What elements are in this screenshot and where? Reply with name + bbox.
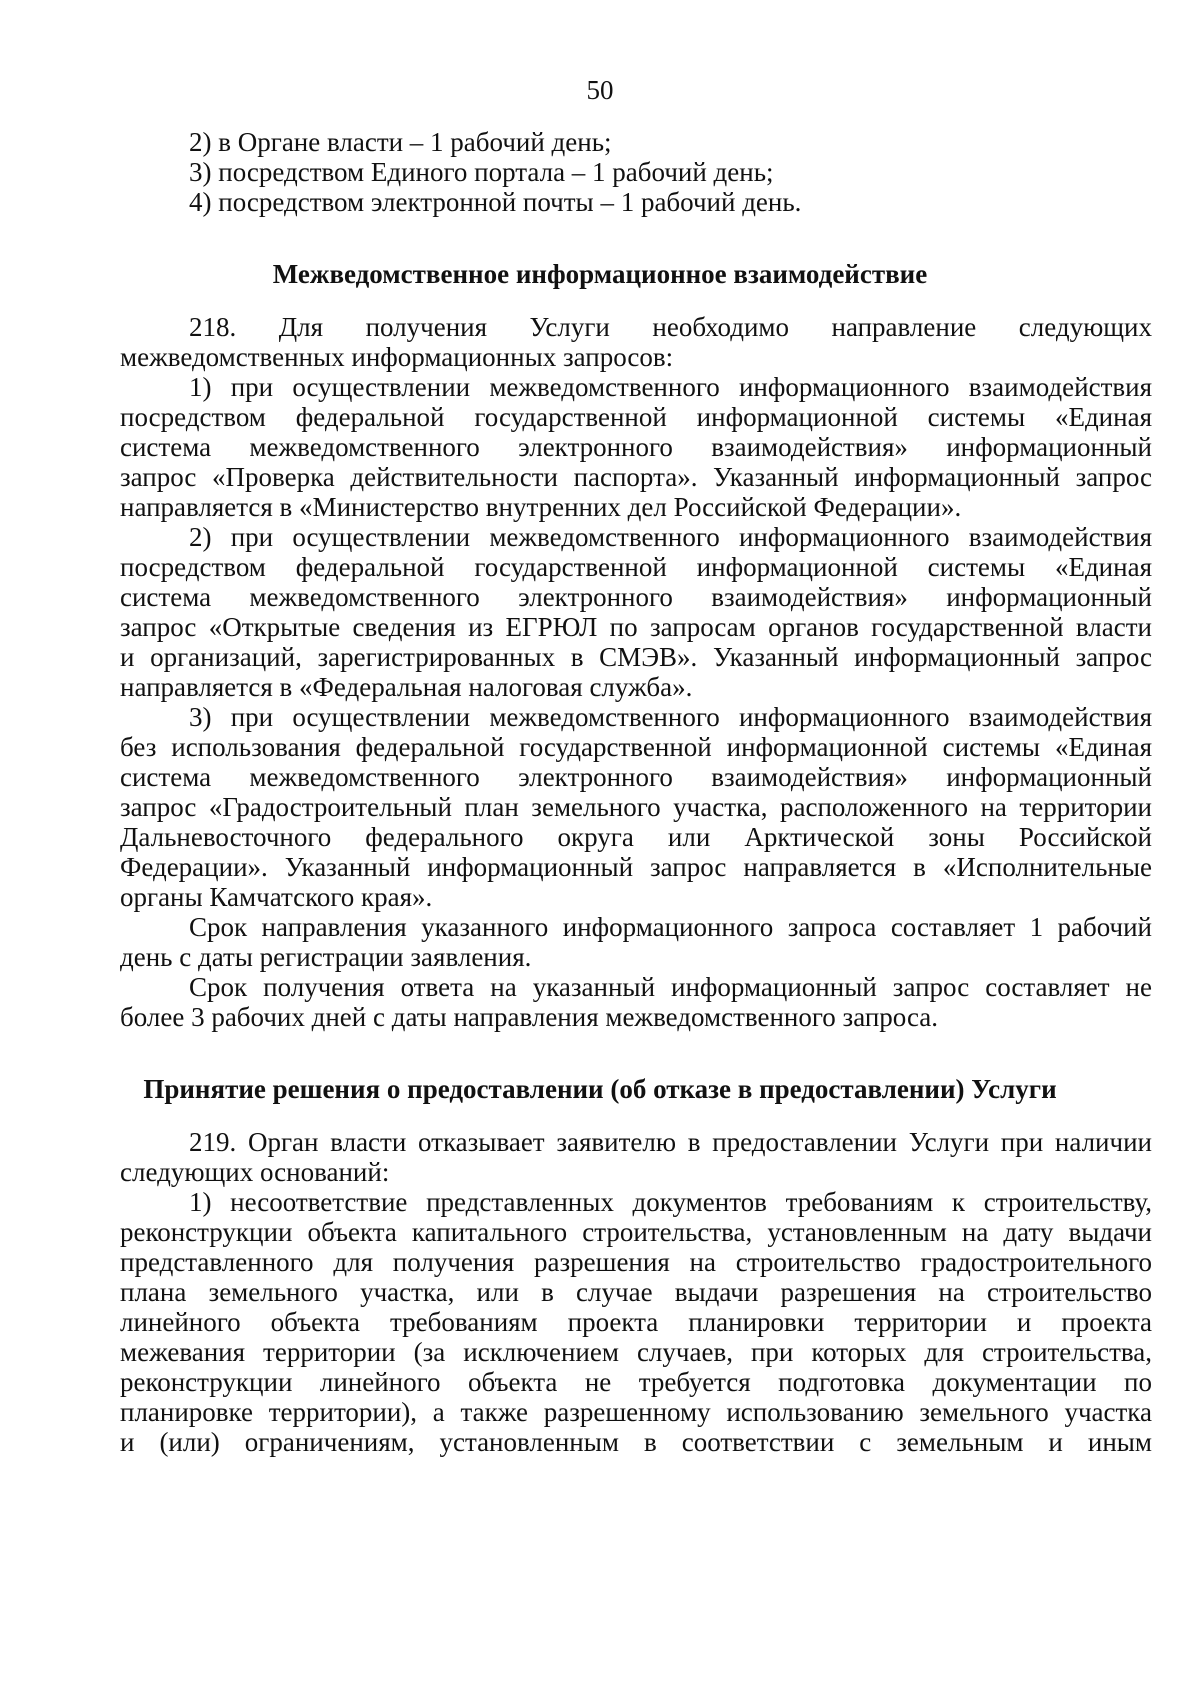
text-line: и (или) ограничениям, установленным в соответствии с земельным и иным [120, 1427, 1152, 1457]
text-line: следующих оснований: [120, 1157, 390, 1187]
text-line: без использования федеральной государственной информационной системы «Единая [120, 732, 1152, 762]
text-line: направляется в «Министерство внутренних дел Российской Федерации». [120, 492, 962, 522]
text-line: посредством федеральной государственной информационной системы «Единая [120, 552, 1152, 582]
text-line: день с даты регистрации заявления. [120, 942, 532, 972]
text-line: система межведомственного электронного взаимодействия» информационный [120, 762, 1152, 792]
text-line: Федерации». Указанный информационный запрос направляется в «Исполнительные [120, 852, 1152, 882]
text-line: запрос «Проверка действительности паспорта». Указанный информационный запрос [120, 462, 1152, 492]
text-line: 1) несоответствие представленных документов требованиям к строительству, [189, 1187, 1152, 1217]
text-line: запрос «Градостроительный план земельного участка, расположенного на территории [120, 792, 1152, 822]
section-heading: Межведомственное информационное взаимодействие [272, 259, 928, 289]
text-line: межевания территории (за исключением случаев, при которых для строительства, [120, 1337, 1152, 1367]
text-line: 1) при осуществлении межведомственного информационного взаимодействия [189, 372, 1152, 402]
text-line: органы Камчатского края». [120, 882, 433, 912]
text-line: Дальневосточного федерального округа или Арктической зоны Российской [120, 822, 1152, 852]
text-line: система межведомственного электронного взаимодействия» информационный [120, 432, 1152, 462]
text-line: 2) в Органе власти – 1 рабочий день; [189, 127, 612, 157]
text-line: плана земельного участка, или в случае выдачи разрешения на строительство [120, 1277, 1152, 1307]
text-line: межведомственных информационных запросов: [120, 342, 674, 372]
text-line: посредством федеральной государственной информационной системы «Единая [120, 402, 1152, 432]
text-line: 219. Орган власти отказывает заявителю в предоставлении Услуги при наличии [189, 1127, 1152, 1157]
text-line: представленного для получения разрешения на строительство градостроительного [120, 1247, 1152, 1277]
text-line: Срок направления указанного информационного запроса составляет 1 рабочий [189, 912, 1152, 942]
text-line: более 3 рабочих дней с даты направления межведомственного запроса. [120, 1002, 938, 1032]
section-heading: Принятие решения о предоставлении (об отказе в предоставлении) Услуги [143, 1074, 1057, 1104]
text-line: запрос «Открытые сведения из ЕГРЮЛ по запросам органов государственной власти [120, 612, 1152, 642]
text-line: 3) посредством Единого портала – 1 рабочий день; [189, 157, 774, 187]
text-line: система межведомственного электронного взаимодействия» информационный [120, 582, 1152, 612]
page-number: 50 [586, 75, 614, 105]
text-line: реконструкции линейного объекта не требуется подготовка документации по [120, 1367, 1152, 1397]
text-line: и организаций, зарегистрированных в СМЭВ». Указанный информационный запрос [120, 642, 1152, 672]
text-line: 2) при осуществлении межведомственного информационного взаимодействия [189, 522, 1152, 552]
text-line: реконструкции объекта капитального строительства, установленным на дату выдачи [120, 1217, 1152, 1247]
text-line: Срок получения ответа на указанный информационный запрос составляет не [189, 972, 1152, 1002]
text-line: 4) посредством электронной почты – 1 рабочий день. [189, 187, 802, 217]
text-line: линейного объекта требованиям проекта планировки территории и проекта [120, 1307, 1152, 1337]
text-line: направляется в «Федеральная налоговая служба». [120, 672, 693, 702]
text-line: 3) при осуществлении межведомственного информационного взаимодействия [189, 702, 1152, 732]
text-line: планировке территории), а также разрешенному использованию земельного участка [120, 1397, 1152, 1427]
text-line: 218. Для получения Услуги необходимо направление следующих [189, 312, 1152, 342]
